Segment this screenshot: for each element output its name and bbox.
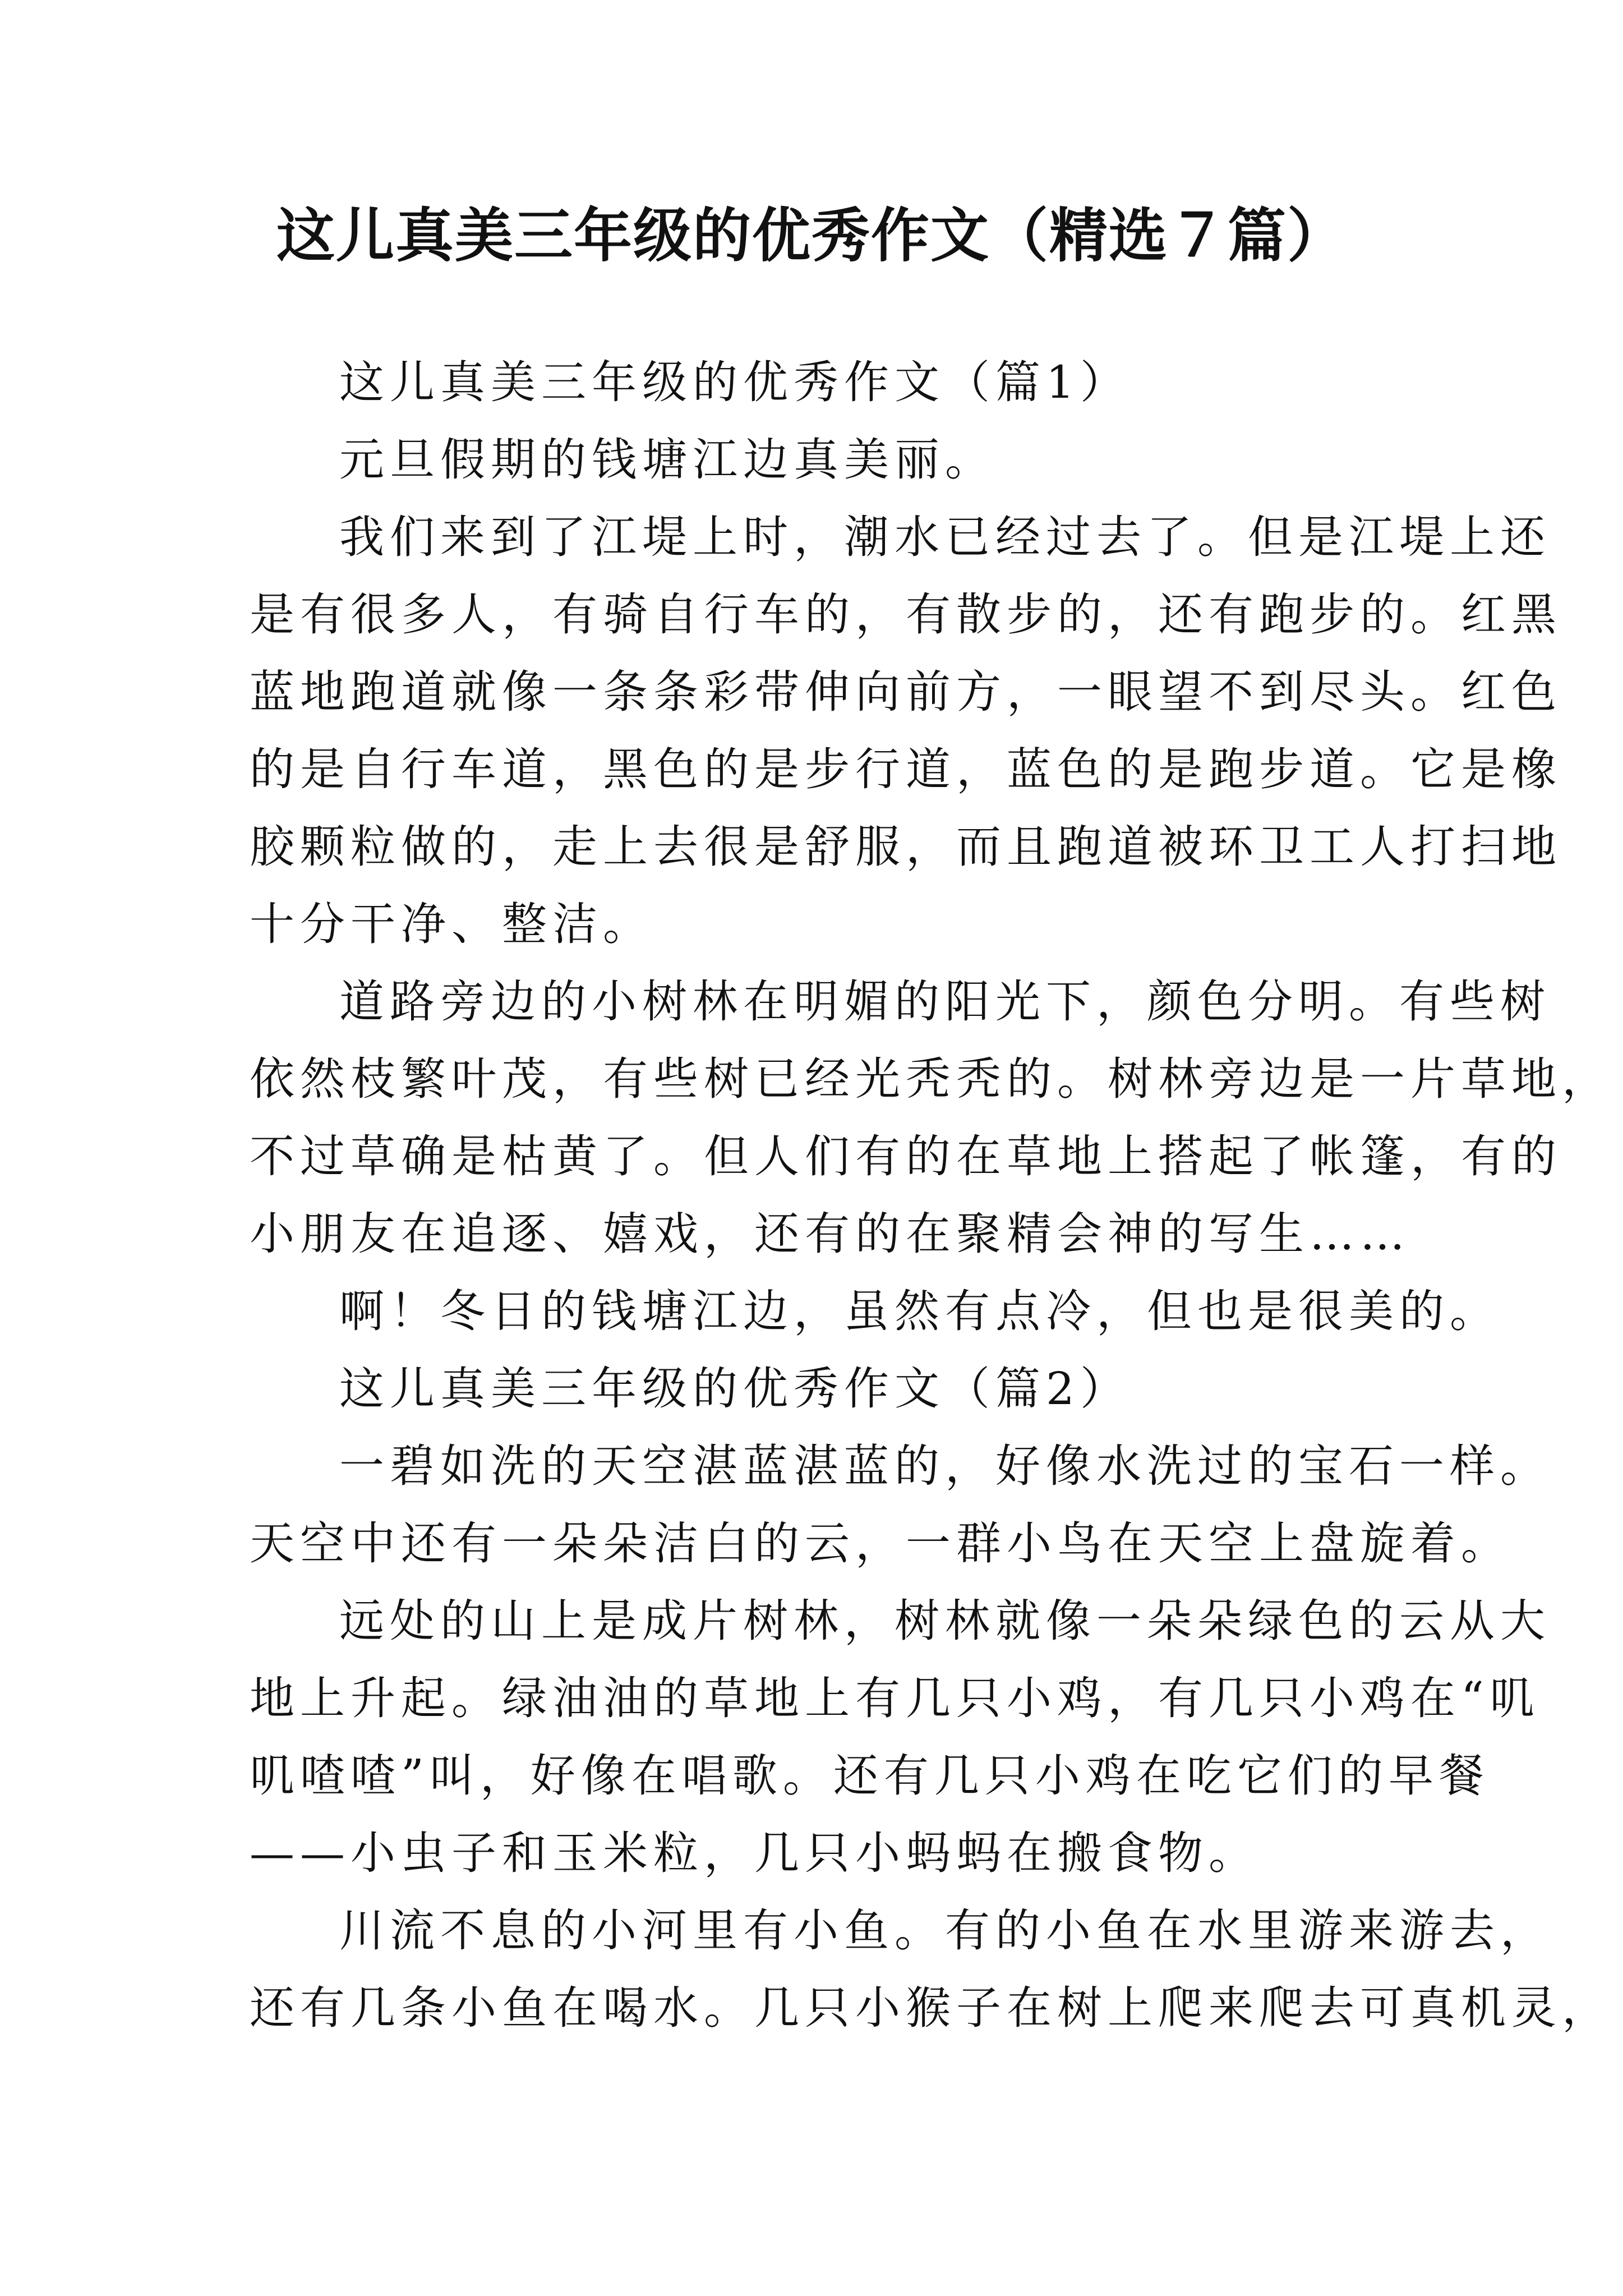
text-line: 胶颗粒做的，走上去很是舒服，而且跑道被环卫工人打扫地	[250, 821, 1562, 873]
document-title: 这儿真美三年级的优秀作文（精选７篇）	[276, 201, 1347, 270]
document-body	[250, 344, 1612, 2047]
text-line: 小朋友在追逐、嬉戏，还有的在聚精会神的写生……	[250, 1208, 1410, 1260]
text-line: 蓝地跑道就像一条条彩带伸向前方，一眼望不到尽头。红色	[250, 666, 1562, 718]
text-line: 不过草确是枯黄了。但人们有的在草地上搭起了帐篷，有的	[250, 1130, 1562, 1182]
text-line: 元旦假期的钱塘江边真美丽。	[339, 434, 995, 486]
text-line: 天空中还有一朵朵洁白的云，一群小鸟在天空上盘旋着。	[250, 1517, 1511, 1570]
text-line: ——小虫子和玉米粒，几只小蚂蚂在搬食物。	[250, 1827, 1259, 1879]
text-line: 地上升起。绿油油的草地上有几只小鸡，有几只小鸡在“叽	[250, 1672, 1540, 1724]
text-line: 川流不息的小河里有小鱼。有的小鱼在水里游来游去，	[339, 1904, 1551, 1957]
text-line: 叽喳喳”叫，好像在唱歌。还有几只小鸡在吃它们的早餐	[250, 1750, 1490, 1802]
text-line: 远处的山上是成片树林，树林就像一朵朵绿色的云从大	[339, 1595, 1551, 1647]
text-line: 这儿真美三年级的优秀作文（篇1）	[339, 356, 1131, 408]
text-line: 这儿真美三年级的优秀作文（篇2）	[339, 1363, 1131, 1415]
text-line: 十分干净、整洁。	[250, 898, 653, 950]
text-line: 啊！冬日的钱塘江边，虽然有点冷，但也是很美的。	[339, 1285, 1500, 1337]
text-line: 依然枝繁叶茂，有些树已经光秃秃的。树林旁边是一片草地，	[250, 1053, 1612, 1105]
text-line: 我们来到了江堤上时，潮水已经过去了。但是江堤上还	[339, 511, 1551, 563]
text-line: 道路旁边的小树林在明媚的阳光下，颜色分明。有些树	[339, 976, 1551, 1028]
text-line: 是有很多人，有骑自行车的，有散步的，还有跑步的。红黑	[250, 588, 1562, 641]
text-line: 还有几条小鱼在喝水。几只小猴子在树上爬来爬去可真机灵，	[250, 1982, 1612, 2034]
text-line: 一碧如洗的天空湛蓝湛蓝的，好像水洗过的宝石一样。	[339, 1440, 1551, 1492]
text-line: 的是自行车道，黑色的是步行道，蓝色的是跑步道。它是橡	[250, 743, 1562, 795]
